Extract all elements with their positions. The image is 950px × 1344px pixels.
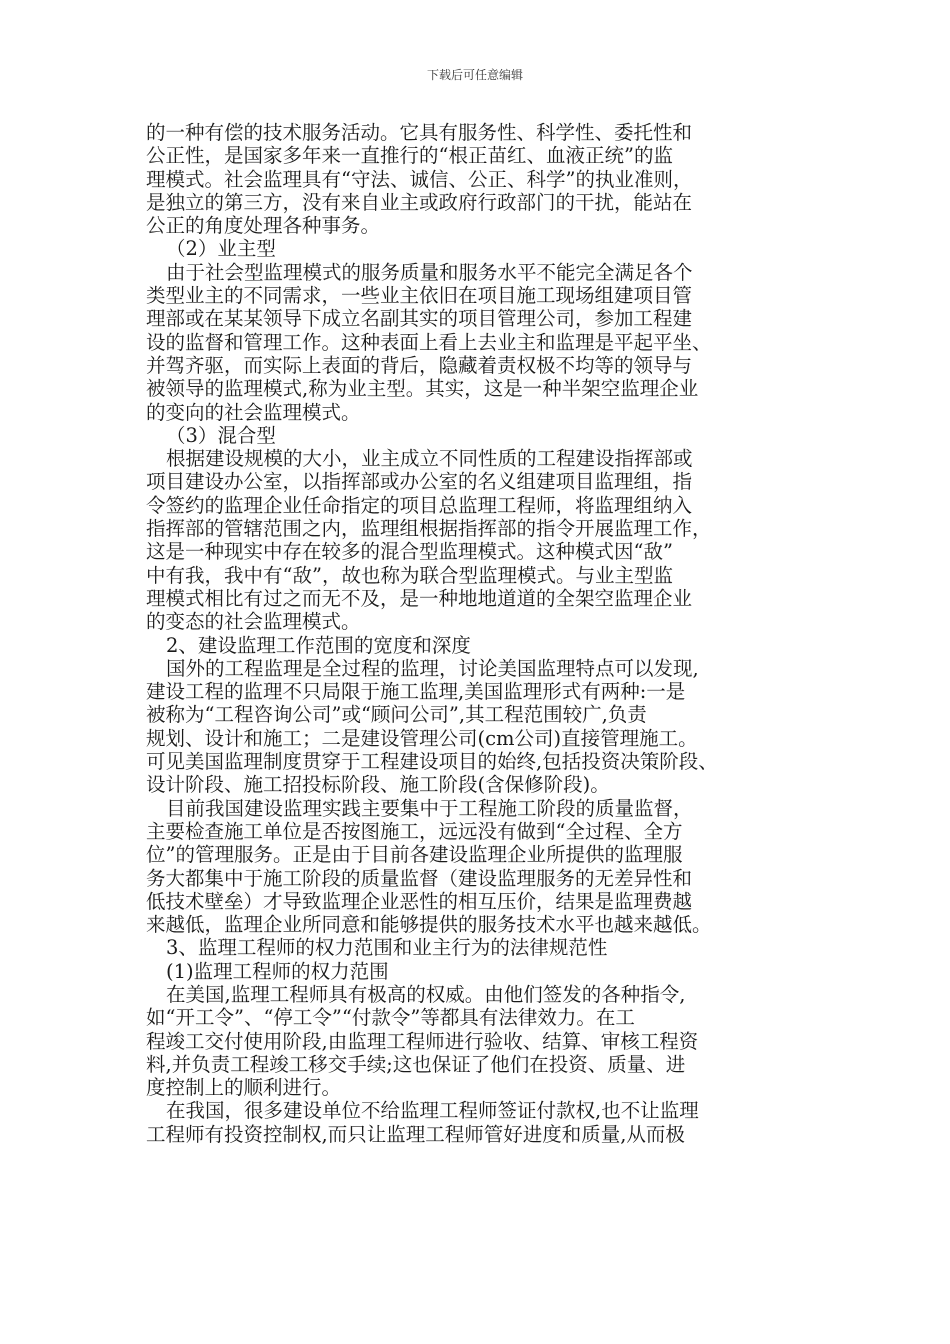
text-line: 设计阶段、施工招投标阶段、施工阶段(含保修阶段)。 — [146, 773, 610, 797]
text-line: (1)监理工程师的权力范围 — [166, 959, 389, 983]
text-line: 工程师有投资控制权,而只让监理工程师管好进度和质量,从而极 — [146, 1122, 685, 1146]
text-line: 主要检查施工单位是否按图施工，远远没有做到“全过程、全方 — [146, 819, 683, 843]
text-line: 来越低，监理企业所同意和能够提供的服务技术水平也越来越低。 — [146, 913, 712, 937]
text-line: 3、监理工程师的权力范围和业主行为的法律规范性 — [166, 936, 608, 960]
text-line: （2）业主型 — [166, 237, 276, 261]
text-line: 低技术壁垒）才导致监理企业恶性的相互压价，结果是监理费越 — [146, 889, 693, 913]
text-line: 设的监督和管理工作。这种表面上看上去业主和监理是平起平坐、 — [146, 330, 712, 354]
text-line: 国外的工程监理是全过程的监理，讨论美国监理特点可以发现, — [166, 656, 699, 680]
text-line: 根据建设规模的大小，业主成立不同性质的工程建设指挥部或 — [166, 447, 693, 471]
text-line: 目前我国建设监理实践主要集中于工程施工阶段的质量监督， — [166, 796, 693, 820]
text-line: 务大都集中于施工阶段的质量监督（建设监理服务的无差异性和 — [146, 866, 693, 890]
text-line: 度控制上的顺利进行。 — [146, 1076, 342, 1100]
text-line: 位”的管理服务。正是由于目前各建设监理企业所提供的监理服 — [146, 843, 683, 867]
text-line: 项目建设办公室，以指挥部或办公室的名义组建项目监理组，指 — [146, 470, 693, 494]
text-line: （3）混合型 — [166, 423, 276, 447]
document-body — [146, 121, 806, 1146]
text-line: 理部或在某某领导下成立名副其实的项目管理公司，参加工程建 — [146, 307, 693, 331]
text-line: 是独立的第三方，没有来自业主或政府行政部门的干扰，能站在 — [146, 190, 693, 214]
text-line: 的一种有偿的技术服务活动。它具有服务性、科学性、委托性和 — [146, 121, 693, 144]
text-line: 公正性，是国家多年来一直推行的“根正苗红、血液正统”的监 — [146, 144, 673, 168]
text-line: 如“开工令”、“停工令”“付款令”等都具有法律效力。在工 — [146, 1006, 635, 1030]
text-line: 理模式相比有过之而无不及，是一种地地道道的全架空监理企业 — [146, 586, 693, 610]
text-line: 在我国，很多建设单位不给监理工程师签证付款权,也不让监理 — [166, 1099, 699, 1123]
text-line: 并驾齐驱，而实际上表面的背后，隐藏着责权极不均等的领导与 — [146, 353, 693, 377]
text-line: 被称为“工程咨询公司”或“顾问公司”,其工程范围较广,负责 — [146, 703, 647, 727]
text-line: 令签约的监理企业任命指定的项目总监理工程师，将监理组纳入 — [146, 493, 693, 517]
text-line: 的变态的社会监理模式。 — [146, 610, 361, 634]
text-line: 料,并负责工程竣工移交手续;这也保证了他们在投资、质量、进 — [146, 1052, 686, 1076]
text-line: 可见美国监理制度贯穿于工程建设项目的始终,包括投资决策阶段、 — [146, 750, 718, 774]
text-line: 规划、设计和施工；二是建设管理公司(cm公司)直接管理施工。 — [146, 726, 698, 750]
text-line: 公正的角度处理各种事务。 — [146, 214, 381, 238]
text-line: 在美国,监理工程师具有极高的权威。由他们签发的各种指令, — [166, 982, 686, 1006]
text-line: 由于社会型监理模式的服务质量和服务水平不能完全满足各个 — [166, 260, 693, 284]
text-line: 这是一种现实中存在较多的混合型监理模式。这种模式因“敌” — [146, 540, 673, 564]
text-line: 被领导的监理模式,称为业主型。其实，这是一种半架空监理企业 — [146, 377, 699, 401]
text-line: 中有我，我中有“敌”，故也称为联合型监理模式。与业主型监 — [146, 563, 673, 587]
text-line: 的变向的社会监理模式。 — [146, 400, 361, 424]
text-line: 指挥部的管辖范围之内，监理组根据指挥部的指令开展监理工作， — [146, 517, 712, 541]
text-line: 2、建设监理工作范围的宽度和深度 — [166, 633, 471, 657]
page-header: 下载后可任意编辑 — [426, 68, 523, 82]
text-line: 类型业主的不同需求，一些业主依旧在项目施工现场组建项目管 — [146, 284, 693, 308]
text-line: 理模式。社会监理具有“守法、诚信、公正、科学”的执业准则， — [146, 167, 693, 191]
text-line: 程竣工交付使用阶段,由监理工程师进行验收、结算、审核工程资 — [146, 1029, 699, 1053]
text-line: 建设工程的监理不只局限于施工监理,美国监理形式有两种:一是 — [146, 680, 686, 704]
